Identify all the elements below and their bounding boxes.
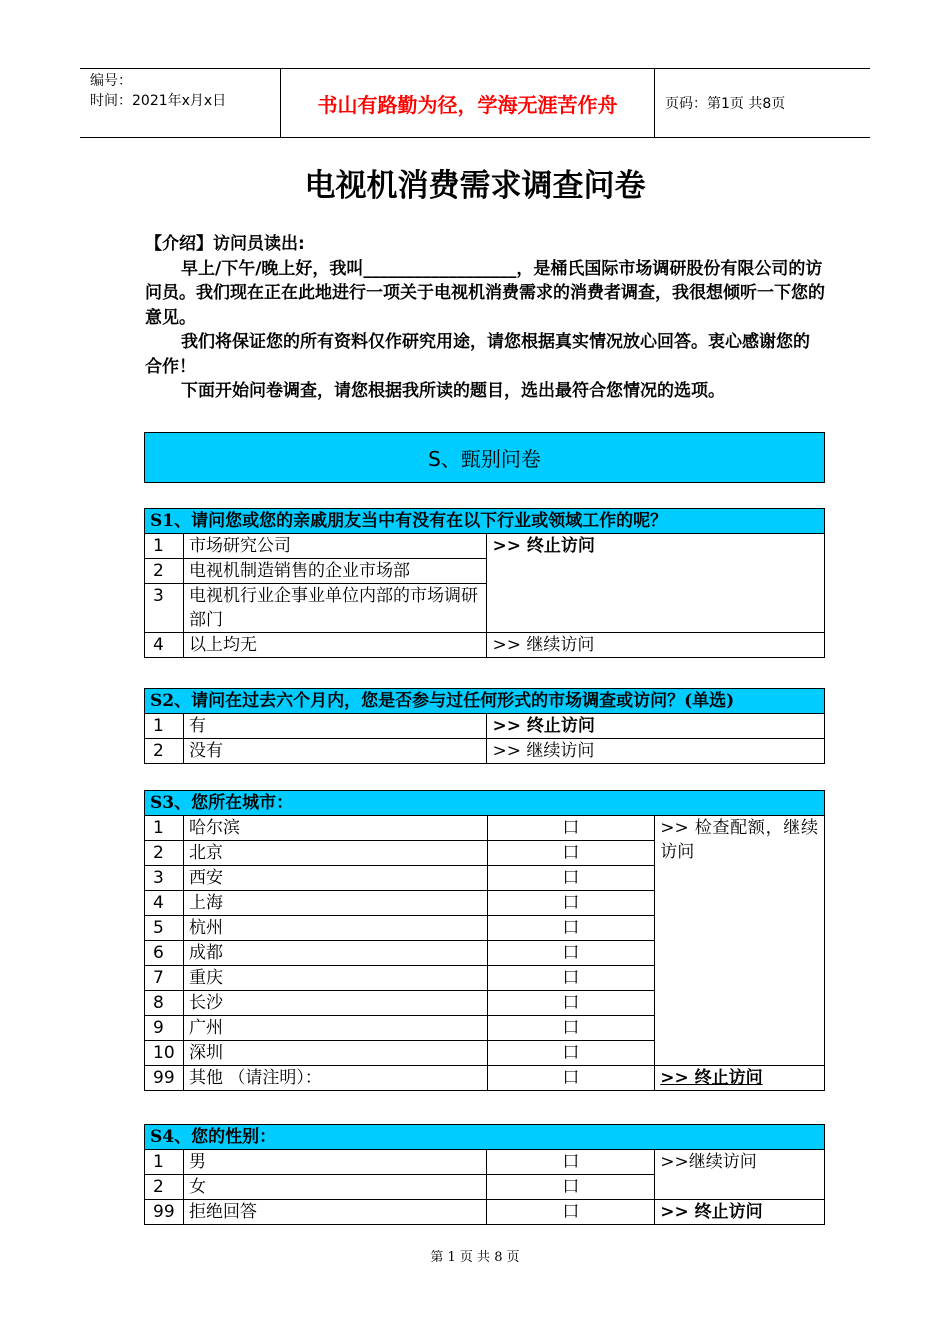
checkbox[interactable]: 口 [487, 866, 655, 891]
option-number: 1 [145, 714, 184, 739]
option-number: 10 [145, 1041, 184, 1066]
option-number: 99 [145, 1200, 184, 1225]
option-number: 4 [145, 891, 184, 916]
option-text: 拒绝回答 [183, 1200, 487, 1225]
option-number: 1 [145, 816, 184, 841]
option-text: 电视机制造销售的企业市场部 [183, 559, 487, 584]
option-text: 男 [183, 1150, 487, 1175]
checkbox[interactable]: 口 [487, 1016, 655, 1041]
option-text: 以上均无 [183, 633, 487, 658]
checkbox[interactable]: 口 [487, 966, 655, 991]
checkbox[interactable]: 口 [487, 1200, 655, 1225]
option-number: 2 [145, 841, 184, 866]
option-text: 成都 [183, 941, 487, 966]
option-text: 广州 [183, 1016, 487, 1041]
section-banner: S、甄别问卷 [144, 432, 825, 483]
option-text: 西安 [183, 866, 487, 891]
option-number: 4 [145, 633, 184, 658]
option-text: 北京 [183, 841, 487, 866]
question-s3: S3、您所在城市： [145, 791, 825, 816]
action-stop: >> 终止访问 [655, 1066, 825, 1091]
action-continue: >>继续访问 [655, 1150, 825, 1200]
action-stop: >> 终止访问 [655, 1200, 825, 1225]
option-text: 没有 [183, 739, 487, 764]
checkbox[interactable]: 口 [487, 1150, 655, 1175]
checkbox[interactable]: 口 [487, 1066, 655, 1091]
option-number: 3 [145, 866, 184, 891]
option-number: 1 [145, 534, 184, 559]
checkbox[interactable]: 口 [487, 1175, 655, 1200]
header-page-info: 页码：第1页 共8页 [665, 96, 786, 112]
number-label: 编号： [90, 73, 132, 89]
intro-paragraph-3: 下面开始问卷调查，请您根据我所读的题目，选出最符合您情况的选项。 [181, 381, 725, 401]
header-motto: 书山有路勤为径，学海无涯苦作舟 [280, 69, 655, 137]
option-text: 杭州 [183, 916, 487, 941]
question-s3-table [144, 790, 825, 1091]
option-number: 2 [145, 1175, 184, 1200]
table-row[interactable] [145, 1200, 825, 1225]
page-footer: 第 1 页 共 8 页 [430, 1250, 520, 1265]
option-number: 8 [145, 991, 184, 1016]
header-meta [80, 69, 280, 137]
table-row[interactable] [145, 739, 825, 764]
action-continue: >> 继续访问 [487, 633, 825, 658]
option-number: 2 [145, 739, 184, 764]
time-label: 时间：2021年x月x日 [90, 93, 227, 109]
table-row[interactable] [145, 1150, 825, 1175]
option-text: 哈尔滨 [183, 816, 487, 841]
question-s2: S2、请问在过去六个月内，您是否参与过任何形式的市场调查或访问？(单选) [145, 689, 825, 714]
option-text: 女 [183, 1175, 487, 1200]
option-text: 其他 （请注明）： [183, 1066, 487, 1091]
table-row[interactable] [145, 816, 825, 841]
option-number: 7 [145, 966, 184, 991]
intro-section [145, 232, 825, 404]
option-number: 5 [145, 916, 184, 941]
option-text: 电视机行业企事业单位内部的市场调研部门 [183, 584, 487, 633]
option-number: 6 [145, 941, 184, 966]
question-s2-table [144, 688, 825, 764]
action-continue: >> 继续访问 [487, 739, 825, 764]
checkbox[interactable]: 口 [487, 991, 655, 1016]
intro-paragraph-1: 早上/下午/晚上好，我叫__________________，是桶氏国际市场调研股份有限公司的访问员。我们现在正在此地进行一项关于电视机消费需求的消费者调查，我很想倾听一下您的意见。 [145, 258, 825, 328]
question-s1: S1、请问您或您的亲戚朋友当中有没有在以下行业或领域工作的呢？ [145, 509, 825, 534]
option-number: 99 [145, 1066, 184, 1091]
table-row[interactable] [145, 633, 825, 658]
option-number: 2 [145, 559, 184, 584]
option-number: 1 [145, 1150, 184, 1175]
option-number: 9 [145, 1016, 184, 1041]
checkbox[interactable]: 口 [487, 891, 655, 916]
option-text: 重庆 [183, 966, 487, 991]
option-text: 长沙 [183, 991, 487, 1016]
checkbox[interactable]: 口 [487, 916, 655, 941]
option-text: 市场研究公司 [183, 534, 487, 559]
checkbox[interactable]: 口 [487, 1041, 655, 1066]
intro-heading: 【介绍】访问员读出: [145, 234, 305, 254]
table-row[interactable] [145, 714, 825, 739]
option-text: 深圳 [183, 1041, 487, 1066]
checkbox[interactable]: 口 [487, 941, 655, 966]
action-stop: >> 终止访问 [487, 714, 825, 739]
checkbox[interactable]: 口 [487, 816, 655, 841]
question-s1-table [144, 508, 825, 658]
action-stop: >> 终止访问 [487, 534, 825, 633]
option-number: 3 [145, 584, 184, 633]
table-row[interactable] [145, 1066, 825, 1091]
table-row[interactable] [145, 534, 825, 559]
checkbox[interactable]: 口 [487, 841, 655, 866]
question-s4-table [144, 1124, 825, 1225]
document-title: 电视机消费需求调查问卷 [304, 168, 646, 204]
intro-paragraph-2: 我们将保证您的所有资料仅作研究用途，请您根据真实情况放心回答。衷心感谢您的合作！ [145, 332, 810, 377]
page-header [80, 68, 870, 138]
option-text: 有 [183, 714, 487, 739]
question-s4: S4、您的性别： [145, 1125, 825, 1150]
action-quota: >> 检查配额，继续访问 [655, 816, 825, 1066]
option-text: 上海 [183, 891, 487, 916]
